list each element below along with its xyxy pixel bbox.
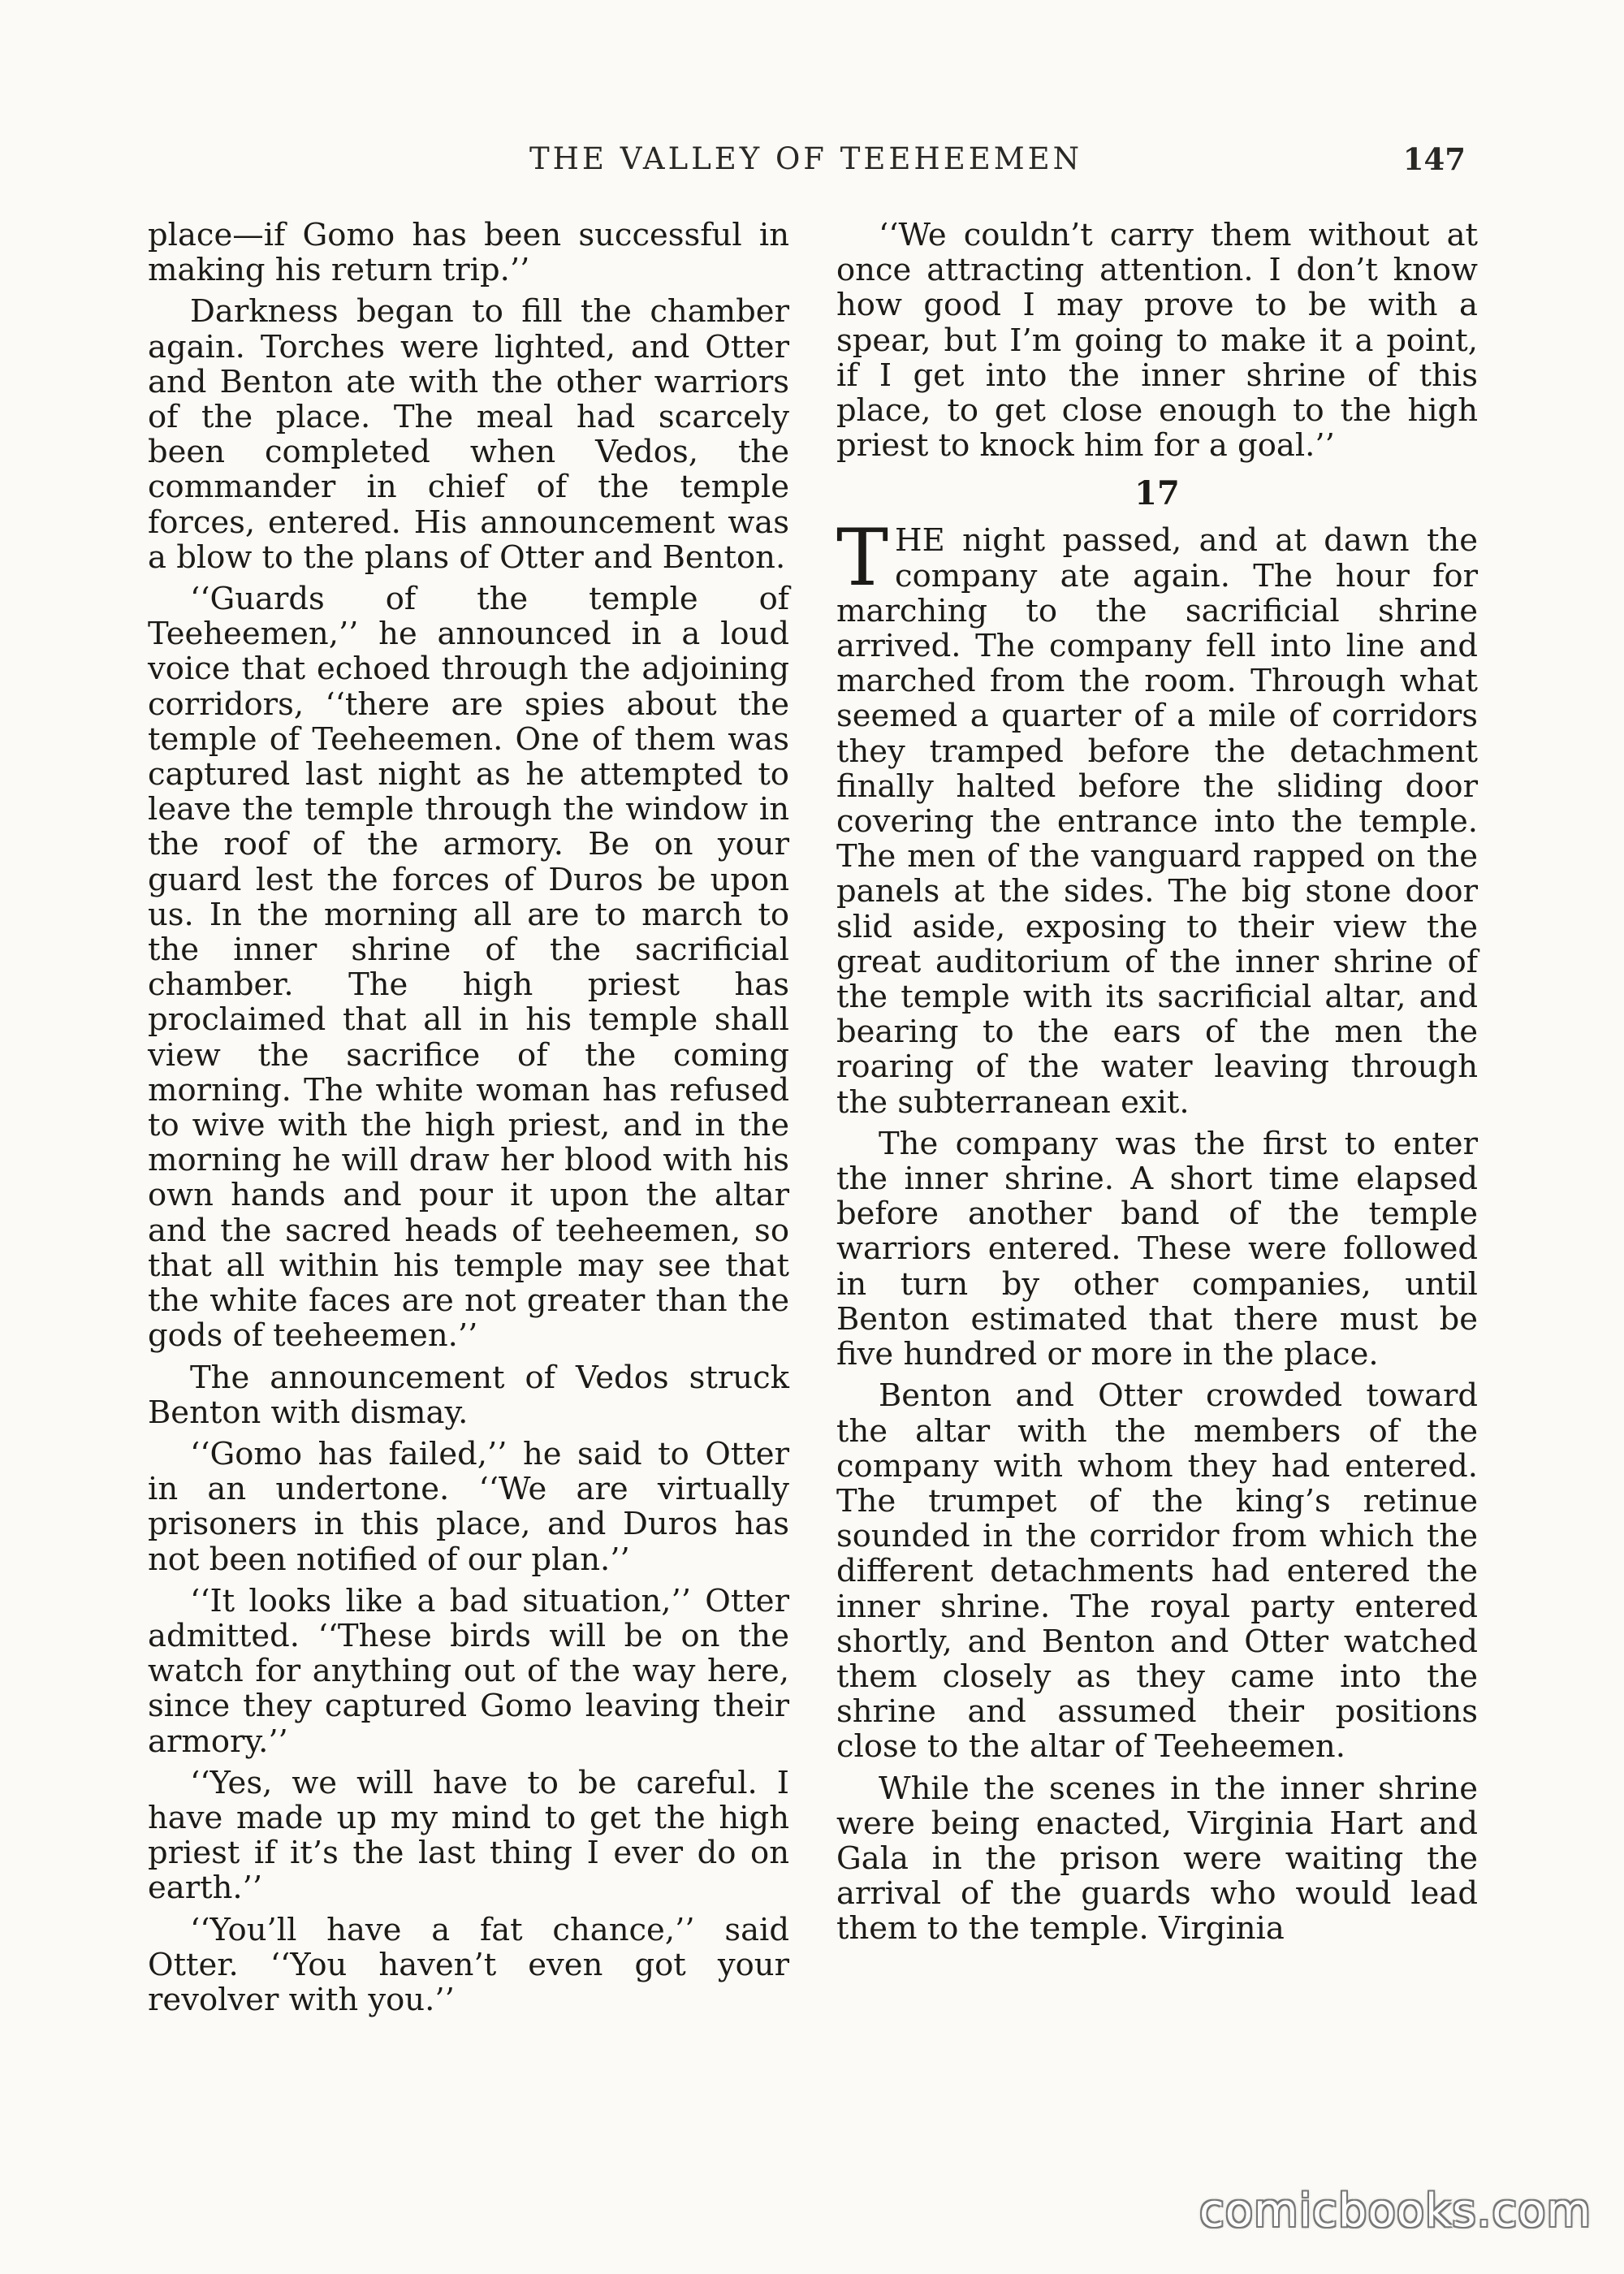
- paragraph-text: night passed, and at dawn the company ate again. The hour for marching to the sacrificial shrine arrived. The company fell into line and marched from the room. Through what seemed a quarter of a mile of corridors they tramped before the detachment finally halted before the sliding door covering the entrance into the temple. The men of the vanguard rapped on the panels at the sides. The big stone door slid aside, exposing to their view the great auditorium of the inner shrine of the temple with its sacrificial altar, and bearing to the ears of the men the roaring of the water leaving through the subterranean exit.: [836, 522, 1478, 1121]
- running-title: THE VALLEY OF TEEHEEMEN: [529, 141, 1082, 176]
- paragraph: ‘‘You’ll have a fat chance,’’ said Otter. ‘‘You haven’t even got your revolver with you.’’: [148, 1911, 789, 2018]
- paragraph: The company was the first to enter the inner shrine. A short time elapsed before another band of the temple warriors entered. These were followed in turn by other companies, until Benton estimated that there must be five hundred or more in the place.: [836, 1125, 1478, 1373]
- paragraph: ‘‘Guards of the temple of Teeheemen,’’ he announced in a loud voice that echoed through the adjoining corridors, ‘‘there are spies about the temple of Teeheemen. One of them was captured last night as he attempted to leave the temple through the window in the roof of the armory. Be on your guard lest the forces of Duros be upon us. In the morning all are to march to the inner shrine of the sacrificial chamber. The high priest has proclaimed that all in his temple shall view the sacrifice of the coming morning. The white woman has refused to wive with the high priest, and in the morning he will draw her blood with his own hands and pour it upon the altar and the sacred heads of teeheemen, so that all within his temple may see that the white faces are not greater than the gods of teeheemen.’’: [148, 581, 789, 1355]
- left-column: [148, 218, 789, 2024]
- chapter-number: 17: [1134, 474, 1180, 513]
- small-caps-lead: HE: [895, 522, 945, 560]
- paragraph: ‘‘We couldn’t carry them without at once attracting attention. I don’t know how good I may prove to be with a spear, but I’m going to make it a point, if I get into the inner shrine of this place, to get close enough to the high priest to knock him for a goal.’’: [836, 217, 1478, 465]
- chapter-opening-paragraph: [836, 512, 1478, 1121]
- page-header: [146, 136, 1466, 185]
- paragraph: Benton and Otter crowded toward the altar with the members of the company with whom they had entered. The trumpet of the king’s retinue sounded in the corridor from which the different detachments had entered the inner shrine. The royal party entered shortly, and Benton and Otter watched them closely as they came into the shrine and assumed their positions close to the altar of Teeheemen.: [836, 1377, 1478, 1766]
- drop-cap: T: [836, 512, 889, 604]
- paragraph: ‘‘Gomo has failed,’’ he said to Otter in an undertone. ‘‘We are virtually prisoners in this place, and Duros has not been notified of our plan.’’: [148, 1435, 789, 1578]
- page-number: 147: [1402, 141, 1466, 177]
- paragraph: Darkness began to fill the chamber again. Torches were lighted, and Otter and Benton ate with the other warriors of the place. The meal had scarcely been completed when Vedos, the commander in chief of the temple forces, entered. His announcement was a blow to the plans of Otter and Benton.: [148, 293, 789, 576]
- paragraph: place—if Gomo has been successful in making his return trip.’’: [148, 217, 789, 289]
- watermark: comicbooks.com: [1199, 2185, 1592, 2237]
- paragraph: ‘‘Yes, we will have to be careful. I have made up my mind to get the high priest if it’s the last thing I ever do on earth.’’: [148, 1764, 789, 1907]
- paragraph: While the scenes in the inner shrine were being enacted, Virginia Hart and Gala in the prison were waiting the arrival of the guards who would lead them to the temple. Virginia: [836, 1770, 1478, 1948]
- paragraph: The announcement of Vedos struck Benton with dismay.: [148, 1359, 789, 1431]
- right-column: [836, 218, 1478, 1953]
- paragraph: ‘‘It looks like a bad situation,’’ Otter admitted. ‘‘These birds will be on the watch for anything out of the way here, since they captured Gomo leaving their armory.’’: [148, 1582, 789, 1760]
